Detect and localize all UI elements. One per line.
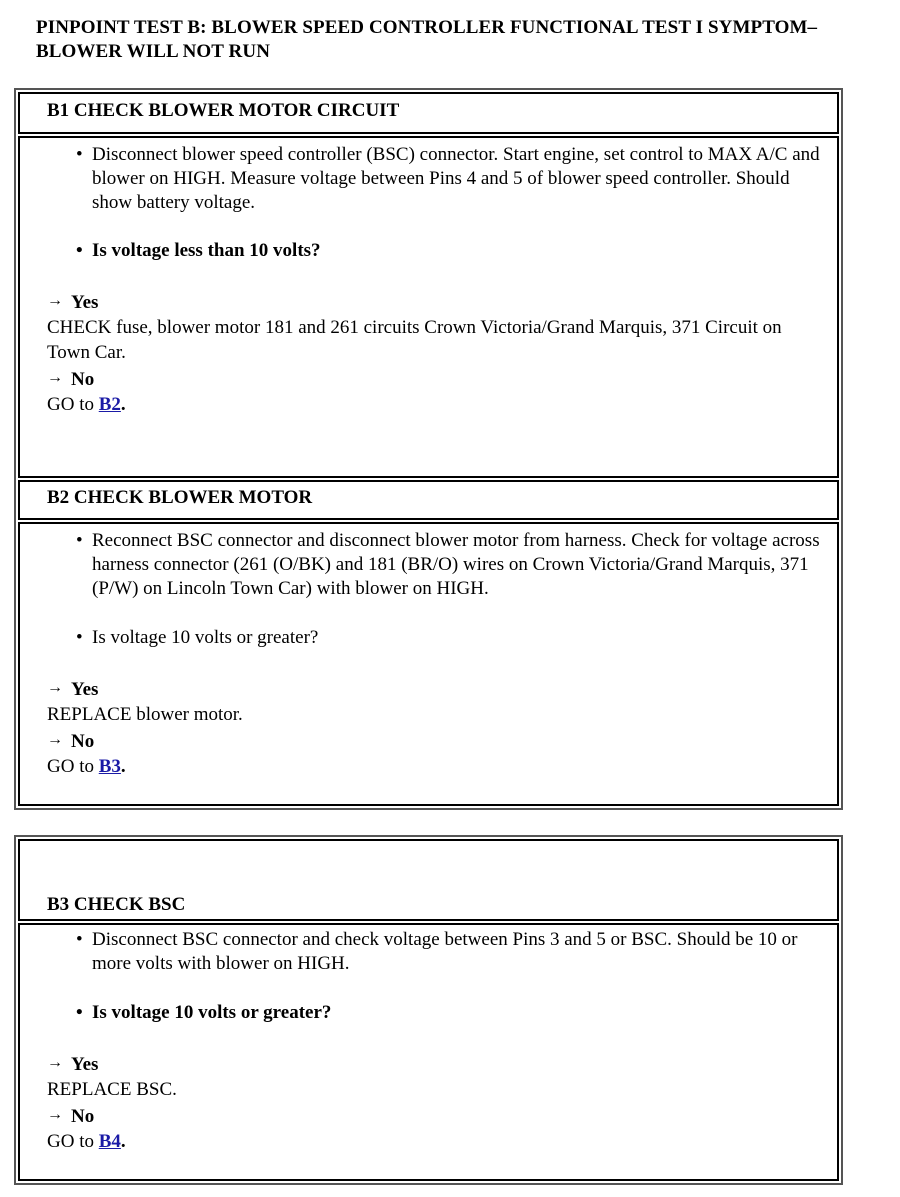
step-b2-heading: B2 CHECK BLOWER MOTOR [47, 487, 313, 508]
go-to-b2-link[interactable]: B2 [98, 394, 121, 415]
step-b3-question-text: Is voltage 10 volts or greater? [92, 1002, 332, 1023]
step-b2-no-prefix: GO to [47, 756, 94, 777]
bullet-icon: • [76, 240, 83, 261]
step-b1-no-label: No [71, 369, 95, 390]
step-b1-instruction-text: Disconnect blower speed controller (BSC) connector. Start engine, set control to MAX A/C and blower on HIGH. Measure voltage between Pins 4 and 5 of blower speed controller. Should show battery voltage. [92, 144, 820, 213]
step-b2-heading-cell [18, 480, 839, 520]
step-b1-answers [47, 288, 827, 417]
step-b3-no-suffix: . [120, 1131, 126, 1152]
step-b1-body-cell [18, 136, 839, 478]
bullet-icon: • [76, 627, 83, 648]
step-b3-yes-action: REPLACE BSC. [47, 1079, 177, 1100]
bullet-icon: • [76, 1002, 83, 1023]
go-to-b3-link[interactable]: B3 [98, 756, 121, 777]
step-b3-instruction [76, 928, 832, 976]
step-b2-no-suffix: . [120, 756, 126, 777]
step-b1-yes-action: CHECK fuse, blower motor 181 and 261 circuits Crown Victoria/Grand Marquis, 371 Circuit on Town Car. [47, 317, 782, 363]
step-b1-question [76, 239, 832, 263]
step-b2-question-text: Is voltage 10 volts or greater? [92, 627, 319, 648]
page-title-line-2: BLOWER WILL NOT RUN [36, 41, 271, 62]
go-to-b4-link[interactable]: B4 [98, 1131, 121, 1152]
step-b2-instruction-text: Reconnect BSC connector and disconnect blower motor from harness. Check for voltage across harness connector (261 (O/BK) and 181 (BR/O) wires on Crown Victoria/Grand Marquis, 371 (P/W) on Lincoln Town Car) with blower on HIGH. [92, 530, 820, 599]
step-b3-instruction-text: Disconnect BSC connector and check voltage between Pins 3 and 5 or BSC. Should be 10 or more volts with blower on HIGH. [92, 929, 798, 974]
step-b1-heading-cell [18, 92, 839, 134]
step-b2-body-cell [18, 522, 839, 806]
step-b1-yes-label: Yes [71, 292, 99, 313]
bullet-icon: • [76, 929, 83, 950]
step-b3-heading: B3 CHECK BSC [47, 894, 186, 915]
step-b3-no-prefix: GO to [47, 1131, 94, 1152]
step-b2-yes-label: Yes [71, 679, 99, 700]
step-b1-instruction [76, 143, 832, 215]
step-b1-heading: B1 CHECK BLOWER MOTOR CIRCUIT [47, 100, 400, 121]
bullet-icon: • [76, 144, 83, 165]
step-b1-no-prefix: GO to [47, 394, 94, 415]
step-b3-answers [47, 1050, 827, 1154]
arrow-right-icon: → [47, 1054, 63, 1071]
step-b1-no-suffix: . [120, 394, 126, 415]
arrow-right-icon: → [47, 731, 63, 748]
step-b3-body-cell [18, 923, 839, 1181]
page-title [36, 16, 896, 64]
arrow-right-icon: → [47, 1106, 63, 1123]
step-b3-heading-cell [18, 839, 839, 921]
arrow-right-icon: → [47, 292, 63, 309]
step-b3-question [76, 1001, 832, 1025]
arrow-right-icon: → [47, 369, 63, 386]
step-b3-yes-label: Yes [71, 1054, 99, 1075]
step-b3-no-label: No [71, 1106, 95, 1127]
page-title-line-1: PINPOINT TEST B: BLOWER SPEED CONTROLLER FUNCTIONAL TEST I SYMPTOM– [36, 17, 818, 38]
step-b2-yes-action: REPLACE blower motor. [47, 704, 243, 725]
step-b2-instruction [76, 529, 832, 601]
step-b2-no-label: No [71, 731, 95, 752]
step-b1-question-text: Is voltage less than 10 volts? [92, 240, 321, 261]
step-b2-answers [47, 675, 827, 779]
arrow-right-icon: → [47, 679, 63, 696]
bullet-icon: • [76, 530, 83, 551]
step-b2-question [76, 626, 832, 650]
